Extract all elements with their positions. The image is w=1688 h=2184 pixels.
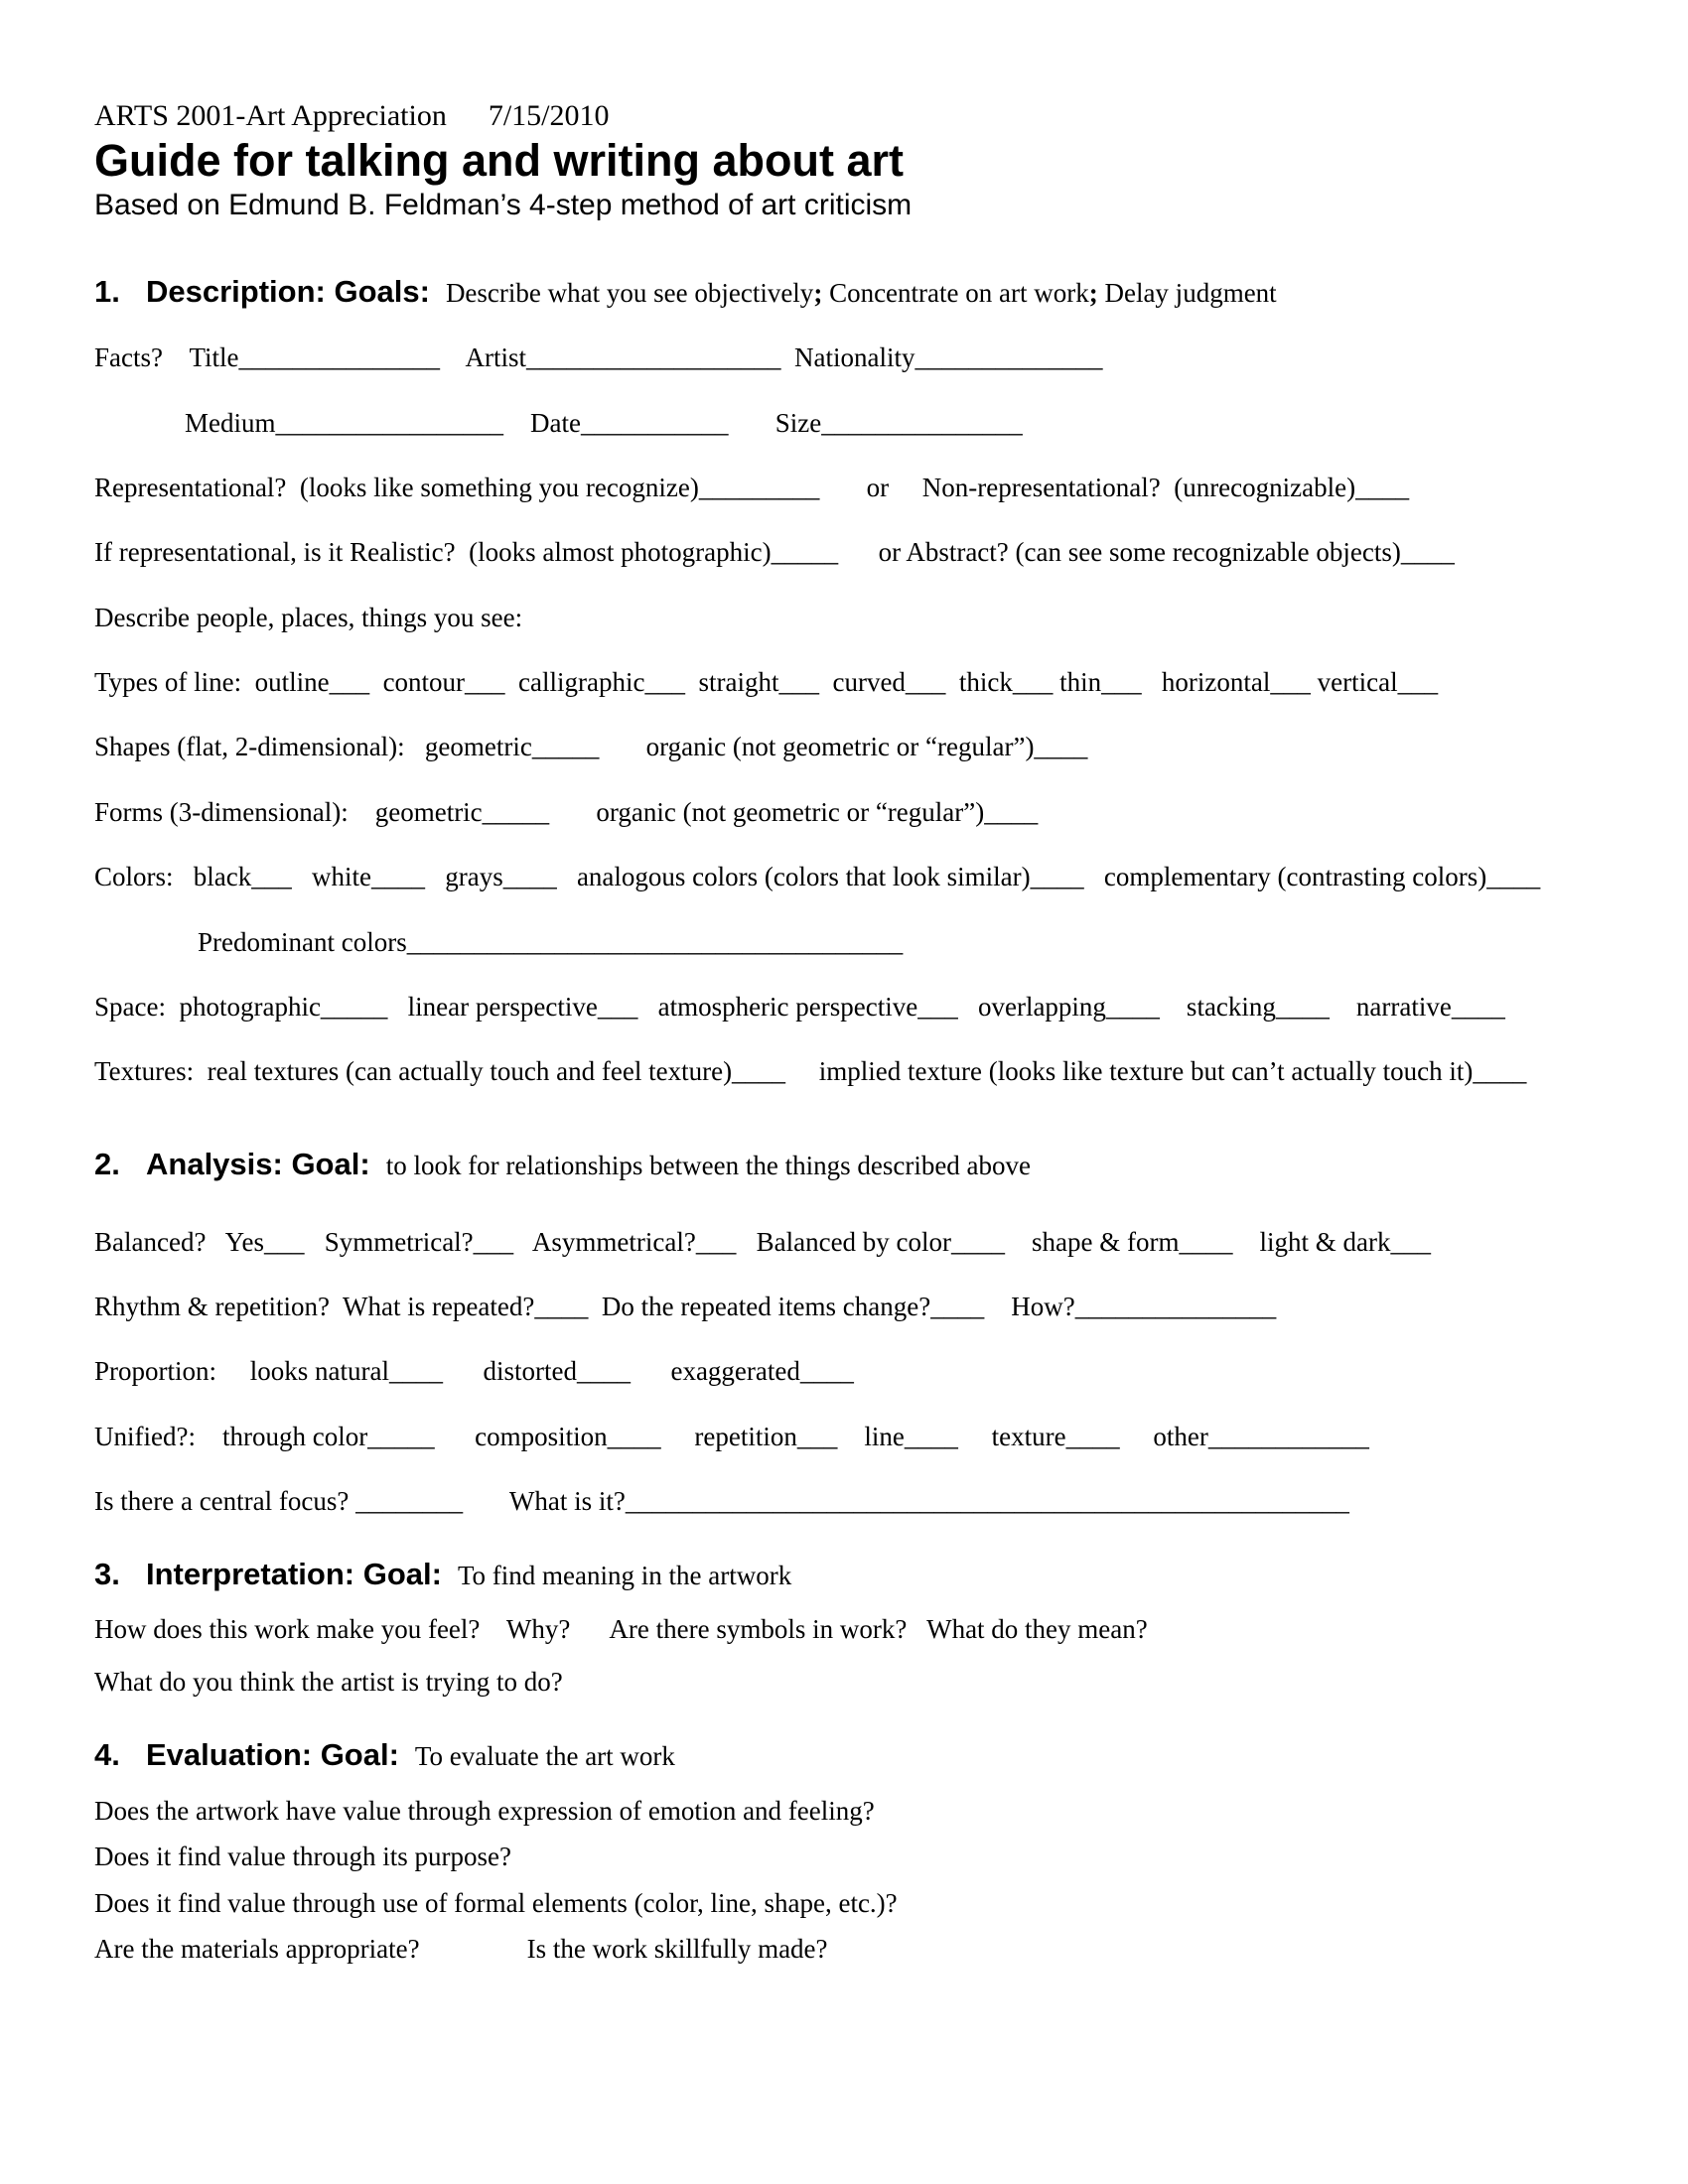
goal-separator: ; (1088, 278, 1105, 309)
course-header (94, 99, 1599, 134)
purpose-value-line: Does it find value through its purpose? (94, 1842, 511, 1872)
section-description (94, 273, 1599, 1087)
describe-people-line: Describe people, places, things you see: (94, 602, 523, 632)
feel-symbols-line: How does this work make you feel? Why? Are there symbols in work? What do they mean? (94, 1614, 1148, 1645)
section-title: Description: Goals: (146, 274, 430, 310)
space-line: Space: photographic_____ linear perspective___ atmospheric perspective___ overlapping____ stacking____ narrative____ (94, 992, 1505, 1023)
forms-line: Forms (3-dimensional): geometric_____ organic (not geometric or “regular”)____ (94, 796, 1039, 827)
section-interpretation-heading (94, 1556, 1599, 1594)
section-title: Interpretation: Goal: (146, 1556, 442, 1591)
textures-line: Textures: real textures (can actually touch and feel texture)____ implied texture (looks like texture but can’t actually touch it)____ (94, 1056, 1527, 1087)
section-goal: To evaluate the art work (414, 1741, 675, 1772)
section-interpretation (94, 1556, 1599, 1699)
section-evaluation (94, 1736, 1599, 1965)
section-goal: to look for relationships between the things described above (385, 1150, 1032, 1180)
goal-part: Describe what you see objectively (445, 278, 814, 309)
section-evaluation-heading (94, 1736, 1599, 1775)
document-date: 7/15/2010 (488, 99, 610, 132)
section-number: 3. (94, 1556, 120, 1591)
emotion-value-line: Does the artwork have value through expression of emotion and feeling? (94, 1795, 875, 1826)
course-name: ARTS 2001-Art Appreciation (94, 99, 447, 132)
colors-line: Colors: black___ white____ grays____ analogous colors (colors that look similar)____ complementary (contrasting colors)____ (94, 862, 1541, 892)
formal-elements-line: Does it find value through use of formal elements (color, line, shape, etc.)? (94, 1887, 898, 1918)
section-goal (446, 278, 1277, 308)
goal-part: Delay judgment (1104, 278, 1277, 309)
realistic-abstract-line: If representational, is it Realistic? (looks almost photographic)_____ or Abstract? (can see some recognizable objects)____ (94, 537, 1455, 568)
section-title: Evaluation: Goal: (146, 1737, 399, 1773)
shapes-line: Shapes (flat, 2-dimensional): geometric_____ organic (not geometric or “regular”)____ (94, 732, 1088, 762)
balanced-line: Balanced? Yes___ Symmetrical?___ Asymmetrical?___ Balanced by color____ shape & form____ light & dark___ (94, 1226, 1431, 1257)
unified-line: Unified?: through color_____ composition____ repetition___ line____ texture____ other____________ (94, 1421, 1369, 1451)
artist-intent-line: What do you think the artist is trying to do? (94, 1666, 563, 1697)
representational-line: Representational? (looks like something you recognize)_________ or Non-representational? (unrecognizable)____ (94, 472, 1410, 502)
goal-part: Concentrate on art work (829, 278, 1089, 309)
section-number: 4. (94, 1737, 120, 1773)
section-analysis (94, 1146, 1599, 1518)
section-goal: To find meaning in the artwork (457, 1560, 792, 1590)
section-title: Analysis: Goal: (146, 1146, 370, 1181)
page-subtitle: Based on Edmund B. Feldman’s 4-step method of art criticism (94, 189, 913, 222)
section-analysis-heading (94, 1146, 1599, 1184)
section-number: 1. (94, 274, 120, 310)
proportion-line: Proportion: looks natural____ distorted____ exaggerated____ (94, 1356, 854, 1387)
materials-skill-line: Are the materials appropriate? Is the work skillfully made? (94, 1933, 828, 1964)
rhythm-repetition-line: Rhythm & repetition? What is repeated?____ Do the repeated items change?____ How?_______________ (94, 1291, 1277, 1321)
facts-line: Facts? Title_______________ Artist___________________ Nationality______________ (94, 342, 1103, 373)
goal-separator: ; (813, 278, 830, 309)
page-title: Guide for talking and writing about art (94, 134, 905, 186)
section-description-heading (94, 273, 1599, 312)
predominant-colors-line: Predominant colors_____________________________________ (198, 926, 904, 957)
central-focus-line: Is there a central focus? ________ What is it?______________________________________________________ (94, 1486, 1349, 1517)
medium-date-size-line: Medium_________________ Date___________ Size_______________ (185, 407, 1023, 438)
section-number: 2. (94, 1146, 120, 1181)
types-of-line-line: Types of line: outline___ contour___ calligraphic___ straight___ curved___ thick___ thin___ horizontal___ vertical___ (94, 667, 1439, 698)
